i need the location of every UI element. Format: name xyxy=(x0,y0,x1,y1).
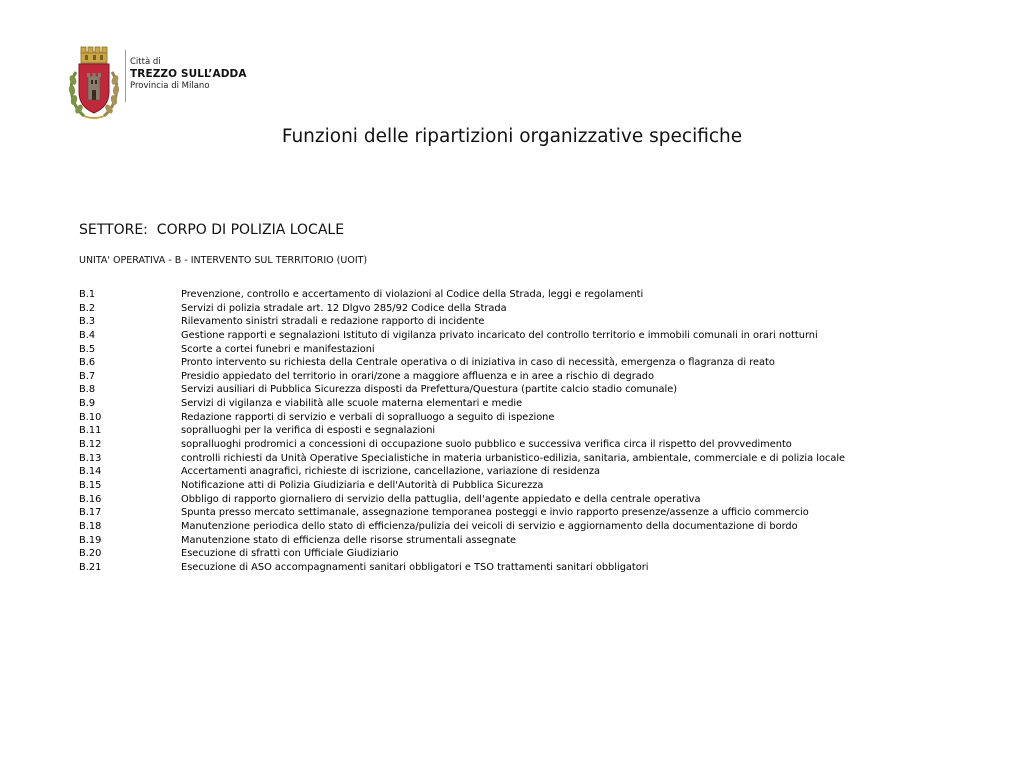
item-description: Servizi ausiliari di Pubblica Sicurezza disposti da Prefettura/Questura (partite calcio stadio comunale) xyxy=(181,384,678,396)
item-description: Accertamenti anagrafici, richieste di iscrizione, cancellazione, variazione di residenza xyxy=(181,466,601,478)
item-code: B.2 xyxy=(79,302,96,314)
list-item xyxy=(79,343,845,357)
list-item xyxy=(79,561,845,575)
item-description: Spunta presso mercato settimanale, assegnazione temporanea posteggi e invio rapporto presenze/assenze a ufficio commercio xyxy=(181,507,809,519)
item-code: B.9 xyxy=(79,398,96,410)
item-code: B.6 xyxy=(79,357,96,369)
list-item xyxy=(79,547,845,561)
item-code: B.13 xyxy=(79,452,102,464)
item-code: B.16 xyxy=(79,493,102,505)
list-item xyxy=(79,534,845,548)
item-code: B.17 xyxy=(79,507,102,519)
sector-heading: SETTORE: CORPO DI POLIZIA LOCALE xyxy=(79,222,345,238)
list-item xyxy=(79,356,845,370)
list-item xyxy=(79,315,845,329)
item-description: Prevenzione, controllo e accertamento di violazioni al Codice della Strada, leggi e regolamenti xyxy=(181,289,644,300)
list-item xyxy=(79,397,845,411)
unit-heading: UNITA' OPERATIVA - B - INTERVENTO SUL TERRITORIO (UOIT) xyxy=(79,255,368,266)
list-item xyxy=(79,411,845,425)
item-description: Servizi di polizia stradale art. 12 Dlgvo 285/92 Codice della Strada xyxy=(181,302,507,314)
item-code: B.11 xyxy=(79,425,102,437)
list-item xyxy=(79,288,845,302)
list-item xyxy=(79,302,845,316)
item-code: B.5 xyxy=(79,343,96,355)
item-code: B.8 xyxy=(79,384,96,396)
item-code: B.15 xyxy=(79,479,102,491)
item-description: Presidio appiedato del territorio in orari/zone a maggiore affluenza e in aree a rischio di degrado xyxy=(181,370,654,382)
item-code: B.10 xyxy=(79,411,102,423)
item-description: Pronto intervento su richiesta della Centrale operativa o di iniziativa in caso di necessità, emergenza o flagranza di reato xyxy=(181,357,775,369)
item-code: B.1 xyxy=(79,289,96,300)
item-code: B.12 xyxy=(79,439,102,451)
list-item xyxy=(79,452,845,466)
item-code: B.21 xyxy=(79,561,102,573)
item-code: B.4 xyxy=(79,329,96,341)
city-prefix: Città di xyxy=(130,57,161,67)
item-description: Redazione rapporti di servizio e verbali di sopralluogo a seguito di ispezione xyxy=(181,411,555,423)
item-description: Esecuzione di ASO accompagnamenti sanitari obbligatori e TSO trattamenti sanitari obbligatori xyxy=(181,561,649,573)
province-name: Provincia di Milano xyxy=(130,81,210,91)
list-item xyxy=(79,493,845,507)
list-item xyxy=(79,424,845,438)
item-description: Rilevamento sinistri stradali e redazione rapporto di incidente xyxy=(181,316,485,328)
item-description: Esecuzione di sfratti con Ufficiale Giudiziario xyxy=(181,548,399,560)
page-title: Funzioni delle ripartizioni organizzative specifiche xyxy=(281,126,743,147)
list-item xyxy=(79,329,845,343)
item-code: B.7 xyxy=(79,370,96,382)
list-item xyxy=(79,465,845,479)
item-description: Servizi di vigilanza e viabilità alle scuole materna elementari e medie xyxy=(181,398,523,410)
item-code: B.18 xyxy=(79,520,102,532)
item-description: sopralluoghi per la verifica di esposti e segnalazioni xyxy=(181,425,436,437)
functions-list xyxy=(79,288,845,574)
item-description: controlli richiesti da Unità Operative Specialistiche in materia urbanistico-edilizia, sanitaria, ambientale, commerciale e di polizia locale xyxy=(181,452,846,464)
header-divider xyxy=(125,50,126,102)
item-description: Obbligo di rapporto giornaliero di servizio della pattuglia, dell'agente appiedato e della centrale operativa xyxy=(181,493,701,505)
municipality-name-block xyxy=(130,56,247,92)
item-description: Scorte a cortei funebri e manifestazioni xyxy=(181,343,375,355)
city-name: TREZZO SULL’ADDA xyxy=(130,68,247,80)
item-code: B.20 xyxy=(79,548,102,560)
list-item xyxy=(79,370,845,384)
list-item xyxy=(79,383,845,397)
item-description: Manutenzione stato di efficienza delle risorse strumentali assegnate xyxy=(181,534,517,546)
item-code: B.14 xyxy=(79,466,102,478)
list-item xyxy=(79,520,845,534)
list-item xyxy=(79,438,845,452)
coat-of-arms-icon xyxy=(66,42,122,122)
item-description: Gestione rapporti e segnalazioni Istituto di vigilanza privato incaricato del controllo territorio e immobili comunali in orari notturni xyxy=(181,329,818,341)
item-description: Manutenzione periodica dello stato di efficienza/pulizia dei veicoli di servizio e aggiornamento della documentazione di bordo xyxy=(181,520,798,532)
item-code: B.3 xyxy=(79,316,96,328)
list-item xyxy=(79,479,845,493)
list-item xyxy=(79,506,845,520)
item-description: sopralluoghi prodromici a concessioni di occupazione suolo pubblico e successiva verifica circa il rispetto del provvedimento xyxy=(181,439,792,451)
item-code: B.19 xyxy=(79,534,102,546)
item-description: Notificazione atti di Polizia Giudiziaria e dell'Autorità di Pubblica Sicurezza xyxy=(181,479,544,491)
